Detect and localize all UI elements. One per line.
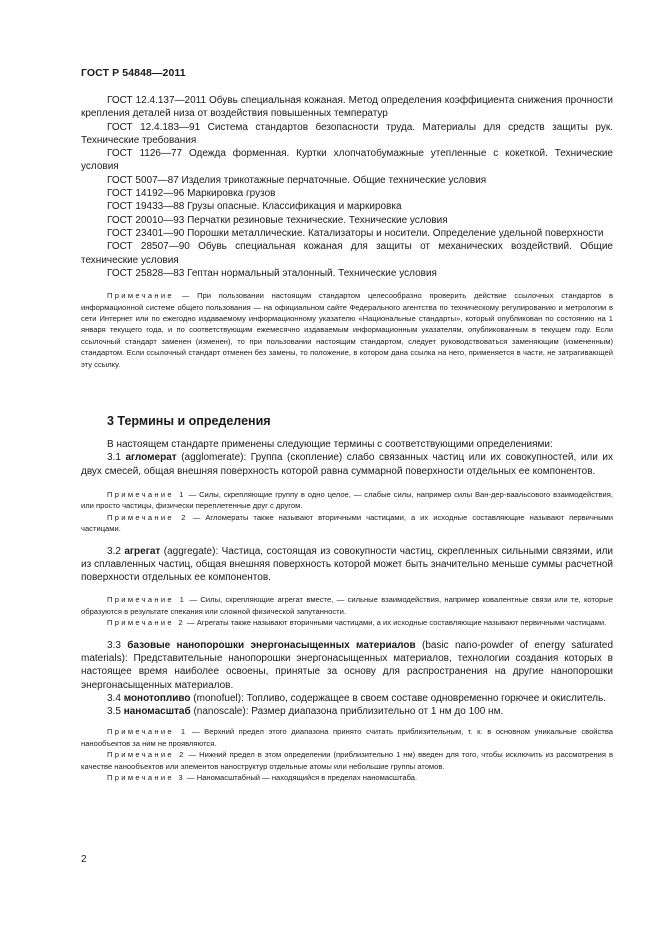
term-definition (81, 451, 613, 478)
term-definition (81, 705, 613, 718)
note-text: — Нижний предел в этом определении (приблизительно 1 нм) введен для того, чтобы исключить из рассмотрения в качестве нанообъектов или элементов наноструктур отдельные атомы или небольшие группы атомов. (81, 750, 613, 771)
term-number: 3.5 (107, 706, 124, 718)
term-number: 3.2 (107, 545, 125, 557)
note-text: — Верхний предел этого диапазона принято считать приблизительным, т. к. в основном уникальные свойства нанообъектов за ним не проявляются. (81, 727, 613, 748)
note-label: Примечание 3 (107, 773, 185, 783)
page-content (81, 94, 613, 783)
reference-item: ГОСТ 20010—93 Перчатки резиновые технические. Технические условия (107, 214, 448, 226)
reference-item: ГОСТ 25828—83 Гептан нормальный эталонный. Технические условия (107, 267, 437, 279)
note-text: — При пользовании настоящим стандартом целесообразно проверить действие ссылочных стандартов в информационной системе общего пользования — на официальном сайте Федерального агентства по техническому регулированию и метрологии в сети Интернет или по ежегодно издаваемому информационному указателю «Национальные стандарты», который опубликован по состоянию на 1 января текущего года, и по соответствующим ежемесячно издаваемым информационным указателям, опубликованным в текущем году. Если ссылочный стандарт заменен (изменен), то при пользовании настоящим стандартом, следует руководствоваться заменяющим (измененным) стандартом. Если ссылочный стандарт отменен без замены, то положение, в котором дана ссылка на него, применяется в части, не затрагивающей эту ссылку. (81, 291, 613, 369)
note-label: Примечание 1 (107, 595, 187, 605)
reference-item: ГОСТ 12.4.137—2011 Обувь специальная кожаная. Метод определения коэффициента снижения прочности крепления деталей низа от воздействия повышенных температур (81, 95, 613, 120)
reference-item: ГОСТ 14192—96 Маркировка грузов (107, 188, 276, 200)
term-note (81, 749, 613, 772)
term-text: (agglomerate): Группа (скопление) слабо связанных частиц или их совокупностей, или их двух смесей, общая внешняя поверхность которой равна суммарной поверхности отдельных ее компонентов. (81, 452, 613, 477)
note-text: — Агломераты также называют вторичными частицами, а их исходные составляющие называют первичными частицами. (81, 512, 613, 534)
reference-item: ГОСТ 23401—90 Порошки металлические. Катализаторы и носители. Определение удельной поверхности (107, 227, 604, 239)
term-text: (nanoscale): Размер диапазона приблизительно от 1 нм до 100 нм. (190, 706, 504, 718)
term-name: базовые нанопорошки энергонасыщенных материалов (127, 639, 416, 651)
term-note (81, 489, 613, 512)
reference-item: ГОСТ 12.4.183—91 Система стандартов безопасности труда. Материалы для средств защиты рук. Технические требования (81, 121, 613, 146)
term-number: 3.3 (107, 639, 128, 651)
reference-item: ГОСТ 1126—77 Одежда форменная. Куртки хлопчатобумажные утепленные с кокеткой. Технические условия (81, 148, 613, 173)
term-note (81, 726, 613, 749)
reference-item: ГОСТ 28507—90 Обувь специальная кожаная для защиты от механических воздействий. Общие технические условия (81, 241, 613, 266)
note-text: — Силы, скрепляющие агрегат вместе, — сильные взаимодействия, например ковалентные связи или те, которые образуются в результате спекания или сложной физической запутанности. (81, 595, 613, 616)
term-note (81, 617, 613, 628)
note-label: Примечание 1 (107, 489, 186, 499)
page-number: 2 (81, 854, 87, 865)
note-label: Примечание 1 (107, 727, 188, 737)
term-definition (81, 545, 613, 585)
term-definition (81, 692, 613, 705)
term-name: монотопливо (123, 692, 191, 704)
term-number: 3.4 (107, 692, 124, 704)
term-name: наномасштаб (123, 706, 191, 718)
term-text: (aggregate): Частица, состоящая из совокупности частиц, скрепленных сильными связями, или из сплавленных частиц, общая внешняя поверхность которой может быть значительно меньше суммы расчетной поверхности отдельных ее компонентов. (81, 545, 614, 584)
term-definition (81, 639, 613, 692)
note-label: Примечание 2 (107, 750, 186, 760)
term-name: агрегат (124, 545, 161, 557)
note-label: Примечание 2 (107, 512, 188, 522)
reference-item: ГОСТ 19433—88 Грузы опасные. Классификация и маркировка (107, 201, 402, 213)
note-text: — Агрегаты также называют вторичными частицами, а их исходные составляющие называют первичными частицами. (184, 618, 607, 628)
term-number: 3.1 (107, 452, 126, 464)
term-note (81, 772, 613, 783)
term-note (81, 512, 613, 535)
term-note (81, 594, 613, 617)
reference-item: ГОСТ 5007—87 Изделия трикотажные перчаточные. Общие технические условия (107, 174, 487, 186)
note-text: — Наномасштабный — находящийся в пределах наномасштаба. (184, 773, 418, 783)
section-title: 3 Термины и определения (107, 414, 271, 428)
term-text: (basic nano-powder of energy saturated materials): Представительные нанопорошки энергонасыщенных материалов, технологии создания которых в настоящее время наиболее освоены, принятые за основу для распространения на другие нанопорошки энергонасыщенных материалов. (81, 639, 614, 691)
normative-references-list (81, 94, 613, 280)
note-label: Примечание (107, 291, 174, 301)
document-header: ГОСТ Р 54848—2011 (81, 67, 186, 79)
note-label: Примечание 2 (107, 618, 185, 628)
term-name: агломерат (125, 452, 177, 464)
note-text: — Силы, скрепляющие группу в одно целое, — слабые силы, например силы Ван-дер-ваальсового взаимодействия, или просто частицы, физически переплетенные друг с другом. (81, 489, 613, 511)
section-intro: В настоящем стандарте применены следующие термины с соответствующими определениями: (107, 439, 553, 450)
term-text: (monofuel): Топливо, содержащее в своем составе одновременно горючее и окислитель. (190, 692, 606, 704)
references-note (81, 290, 613, 370)
